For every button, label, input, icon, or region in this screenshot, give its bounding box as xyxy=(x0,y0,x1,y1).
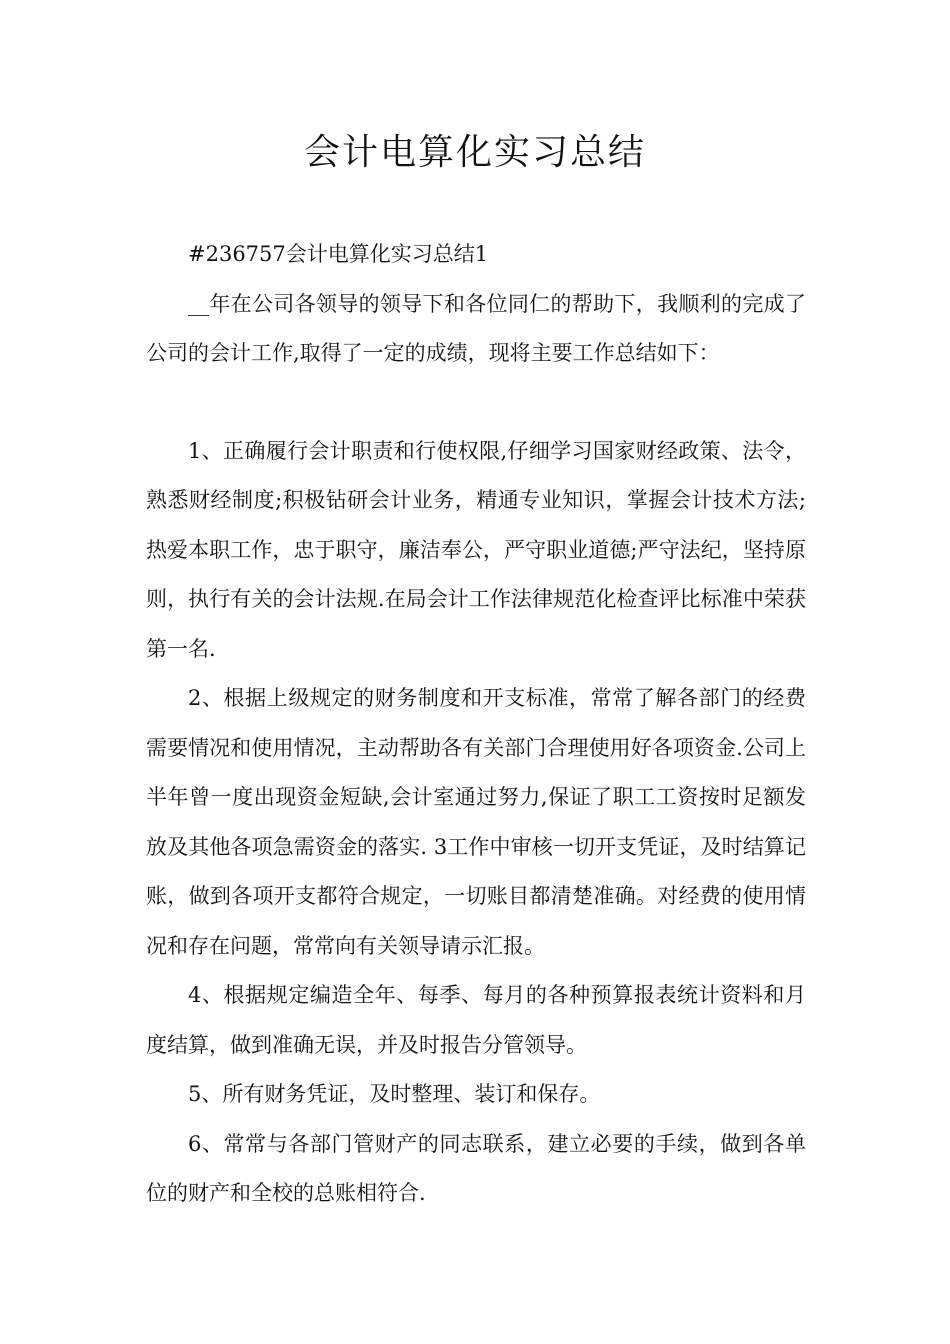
item-paragraph-4: 4、根据规定编造全年、每季、每月的各种预算报表统计资料和月度结算，做到准确无误，并及时报告分管领导。 xyxy=(146,983,806,1057)
document-title: 会计电算化实习总结 xyxy=(303,132,646,173)
item-paragraph-2: 2、根据上级规定的财务制度和开支标准，常常了解各部门的经费需要情况和使用情况，主动帮助各有关部门合理使用好各项资金.公司上半年曾一度出现资金短缺,会计室通过努力,保证了职工工资按时足额发放及其他各项急需资金的落实. 3工作中审核一切开支凭证，及时结算记账，做到各项开支都符合规定，一切账目都清楚准确。对经费的使用情况和存在问题，常常向有关领导请示汇报。 xyxy=(146,686,806,958)
item-paragraph-5: 5、所有财务凭证，及时整理、装订和保存。 xyxy=(188,1082,601,1106)
subtitle-line: #236757会计电算化实习总结1 xyxy=(188,242,489,266)
item-paragraph-6: 6、常常与各部门管财产的同志联系，建立必要的手续，做到各单位的财产和全校的总账相符合. xyxy=(146,1131,806,1205)
intro-paragraph: __年在公司各领导的领导下和各位同仁的帮助下，我顺利的完成了公司的会计工作,取得了一定的成绩，现将主要工作总结如下： xyxy=(146,291,806,365)
item-paragraph-1: 1、正确履行会计职责和行使权限,仔细学习国家财经政策、法令，熟悉财经制度;积极钻研会计业务，精通专业知识，掌握会计技术方法;热爱本职工作，忠于职守，廉洁奉公，严守职业道德;严守法纪，坚持原则，执行有关的会计法规.在局会计工作法律规范化检查评比标准中荣获第一名. xyxy=(146,438,806,661)
document-body xyxy=(146,230,806,1219)
